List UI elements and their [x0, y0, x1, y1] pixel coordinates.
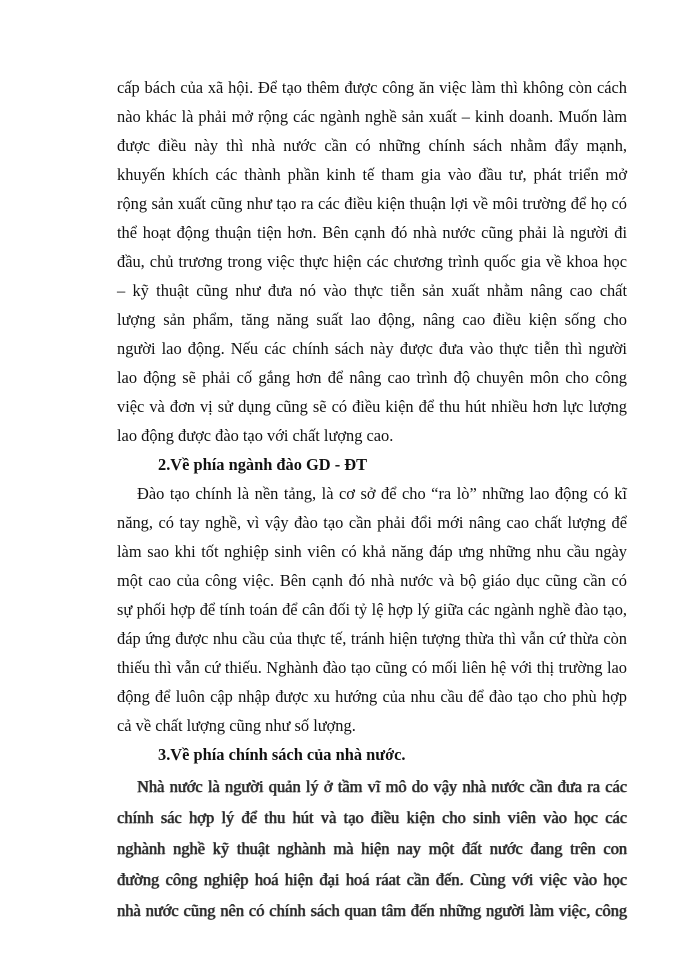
section-heading-2: 2.Về phía ngành đào GD - ĐT [158, 455, 368, 474]
section-heading-3: 3.Về phía chính sách của nhà nước. [158, 745, 406, 764]
text-line: nhà nước cũng nên có chính sách quan tâm đến những người làm việc, công [117, 901, 627, 920]
text-line: nào khác là phải mở rộng các ngành nghề sản xuất – kinh doanh. Muốn làm [117, 107, 627, 126]
text-line: lượng sản phẩm, tăng năng suất lao động, nâng cao điều kiện sống cho [117, 310, 627, 329]
text-line: sự phối hợp để tính toán để cân đối tỷ lệ hợp lý giữa các ngành nghề đào tạo, [117, 600, 627, 619]
text-line: thiếu thì vẫn cứ thiếu. Nghành đào tạo cũng có mối liên hệ với thị trường lao [117, 658, 627, 677]
text-line: cấp bách của xã hội. Để tạo thêm được công ăn việc làm thì không còn cách [117, 78, 627, 97]
text-line: người lao động. Nếu các chính sách này được đưa vào thực tiễn thì người [117, 339, 627, 358]
text-line: rộng sản xuất cũng như tạo ra các điều kiện thuận lợi về môi trường để họ có [117, 194, 627, 213]
text-line: một cao của công việc. Bên cạnh đó nhà nước và bộ giáo dục cũng cần có [117, 571, 627, 590]
text-line: được điều này thì nhà nước cần có những chính sách nhằm đẩy mạnh, [117, 136, 627, 155]
text-line: động để luôn cập nhập được xu hướng của nhu cầu để đào tạo cho phù hợp [117, 687, 627, 706]
text-line: cả về chất lượng cũng như số lượng. [117, 716, 356, 735]
text-line: thể hoạt động thuận tiện hơn. Bên cạnh đó nhà nước cũng phải là người đi [117, 223, 627, 242]
text-line: lao động sẽ phải cố gắng hơn để nâng cao trình độ chuyên môn cho công [117, 368, 627, 387]
text-line: đáp ứng được nhu cầu của thực tế, tránh hiện tượng thừa thì vẫn cứ thừa còn [117, 629, 627, 648]
text-line: chính sác hợp lý để thu hút và tạo điều kiện cho sinh viên vào học các [117, 808, 627, 827]
text-line: Đào tạo chính là nền tảng, là cơ sở để cho “ra lò” những lao động có kĩ [137, 484, 627, 503]
text-line: năng, có tay nghề, vì vậy đào tạo cần phải đổi mới nâng cao chất lượng để [117, 513, 627, 532]
text-line: làm sao khi tốt nghiệp sinh viên có khả năng đáp ưng những nhu cầu ngày [117, 542, 627, 561]
text-line: Nhà nước là người quản lý ở tầm vĩ mô do vậy nhà nước cần đưa ra các [137, 777, 627, 796]
text-line: đầu, chủ trương trong việc thực hiện các chương trình quốc gia về khoa học [117, 252, 627, 271]
text-line: lao động được đào tạo với chất lượng cao. [117, 426, 394, 445]
text-line: việc và đơn vị sử dụng cũng sẽ có điều kiện để thu hút nhiều hơn lực lượng [117, 397, 627, 416]
text-line: khuyến khích các thành phần kinh tế tham gia vào đầu tư, phát triển mở [117, 165, 627, 184]
text-line: đường công nghiệp hoá hiện đại hoá ráat cần đến. Cùng với việc vào học [117, 870, 627, 889]
text-line: nghành nghề kỹ thuật nghành mà hiện nay một đất nước đang trên con [117, 839, 627, 858]
text-line: – kỹ thuật cũng như đưa nó vào thực tiễn sản xuất nhằm nâng cao chất [117, 281, 627, 300]
